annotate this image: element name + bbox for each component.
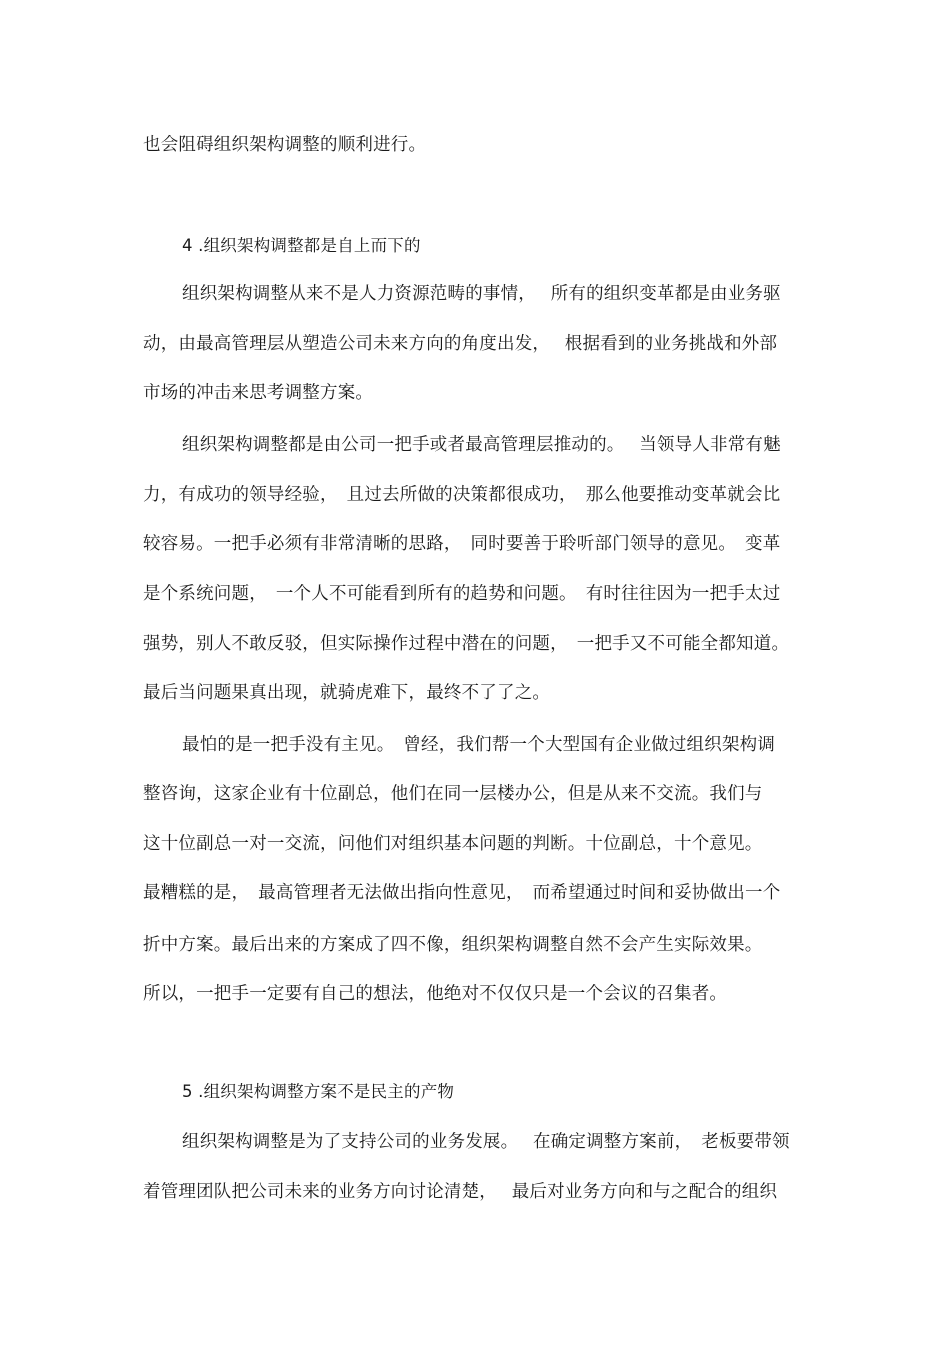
paragraph-line: 着管理团队把公司未来的业务方向讨论清楚， 最后对业务方向和与之配合的组织: [143, 1182, 778, 1202]
paragraph-line: 最后当问题果真出现，就骑虎难下，最终不了了之。: [143, 683, 551, 703]
paragraph-line: 组织架构调整都是由公司一把手或者最高管理层推动的。 当领导人非常有魅: [182, 435, 781, 455]
paragraph-line: 组织架构调整从来不是人力资源范畴的事情， 所有的组织变革都是由业务驱: [182, 284, 781, 304]
paragraph-line: 市场的冲击来思考调整方案。: [143, 383, 374, 403]
paragraph-line: 最怕的是一把手没有主见。 曾经，我们帮一个大型国有企业做过组织架构调: [182, 735, 776, 755]
paragraph-line: 这十位副总一对一交流，问他们对组织基本问题的判断。十位副总，十个意见。: [143, 834, 763, 854]
paragraph-line: 动，由最高管理层从塑造公司未来方向的角度出发， 根据看到的业务挑战和外部: [143, 334, 778, 354]
paragraph-line: 所以，一把手一定要有自己的想法，他绝对不仅仅只是一个会议的召集者。: [143, 984, 728, 1004]
section-heading-5: 5 .组织架构调整方案不是民主的产物: [182, 1082, 455, 1101]
paragraph-line: 力，有成功的领导经验， 且过去所做的决策都很成功， 那么他要推动变革就会比: [143, 485, 781, 505]
section-heading-4: 4 .组织架构调整都是自上而下的: [182, 236, 421, 255]
paragraph-line: 最糟糕的是， 最高管理者无法做出指向性意见， 而希望通过时间和妥协做出一个: [143, 883, 781, 903]
paragraph-line: 强势，别人不敢反驳，但实际操作过程中潜在的问题， 一把手又不可能全都知道。: [143, 634, 790, 654]
paragraph-line: 较容易。一把手必须有非常清晰的思路， 同时要善于聆听部门领导的意见。 变革: [143, 534, 781, 554]
paragraph-line: 也会阻碍组织架构调整的顺利进行。: [143, 135, 427, 155]
paragraph-line: 折中方案。最后出来的方案成了四不像，组织架构调整自然不会产生实际效果。: [143, 935, 763, 955]
paragraph-line: 整咨询，这家企业有十位副总，他们在同一层楼办公，但是从来不交流。我们与: [143, 784, 763, 804]
paragraph-line: 是个系统问题， 一个人不可能看到所有的趋势和问题。 有时往往因为一把手太过: [143, 584, 781, 604]
paragraph-line: 组织架构调整是为了支持公司的业务发展。 在确定调整方案前， 老板要带领: [182, 1132, 790, 1152]
